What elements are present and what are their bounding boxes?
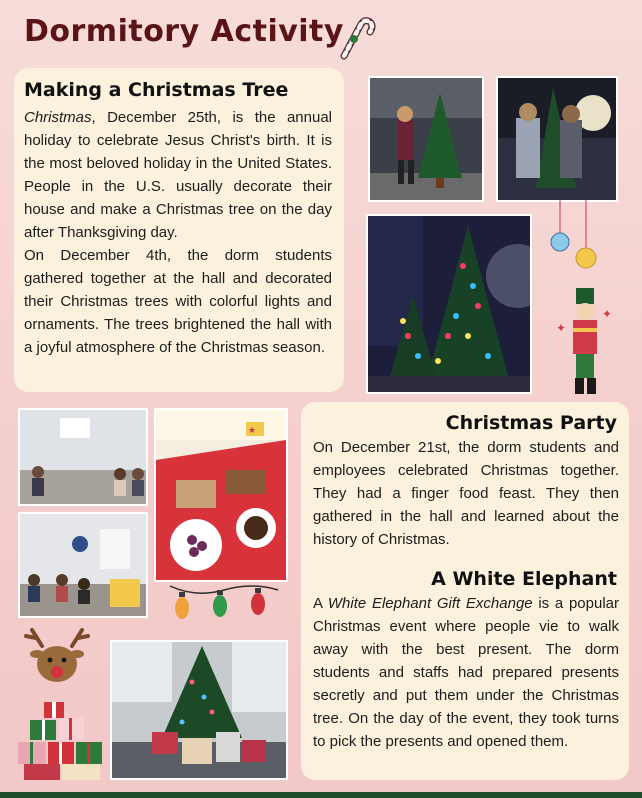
light-bulbs-icon [166, 580, 282, 633]
photo-presents-under-tree [110, 640, 288, 780]
tree-heading: Making a Christmas Tree [24, 79, 289, 101]
tree-paragraph-1 [24, 106, 332, 244]
bottom-bar [0, 792, 642, 798]
photo-party-hall-1 [18, 408, 148, 506]
photo-decorating-tree-2 [496, 76, 618, 202]
elephant-post: is a popular Christmas event where people vie to walk away with the best present. The dorm students and staffs had prepared presents secretly and put them under the Christmas tree. On the day of the event, they took turns to pick the presents and opened them. [313, 595, 619, 750]
party-paragraph: On December 21st, the dorm students and employees celebrated Christmas together. They had a finger food feast. They then gathered in the hall and learned about the history of Christmas. [313, 439, 619, 548]
elephant-pre: A [313, 595, 328, 612]
svg-text:✦: ✦ [602, 307, 613, 321]
photo-finger-food [154, 408, 288, 582]
elephant-em: White Elephant Gift Exchange [327, 595, 533, 612]
photo-lit-trees [366, 214, 532, 394]
christmas-em: Christmas [24, 109, 92, 126]
nutcracker-icon [554, 288, 616, 401]
party-section-card [301, 402, 629, 780]
gift-stack-icon [16, 694, 106, 787]
tree-paragraph-2: On December 4th, the dorm students gathered together at the hall and decorated their Christmas trees with colorful lights and ornaments. The trees brightened the hall with a joyful atmosphere of the Christmas season. [24, 247, 332, 356]
elephant-paragraph [313, 592, 619, 753]
svg-text:✦: ✦ [556, 321, 567, 335]
candy-cane-icon [334, 12, 378, 65]
page-title: Dormitory Activity [24, 14, 344, 49]
reindeer-icon [20, 626, 94, 697]
photo-decorating-tree-1 [368, 76, 484, 202]
party-heading: Christmas Party [445, 412, 617, 434]
photo-party-hall-2 [18, 512, 148, 618]
elephant-heading: A White Elephant [431, 568, 617, 590]
svg-text:★: ★ [248, 426, 257, 436]
tree-section-card [14, 68, 344, 392]
ornament-icon [548, 200, 598, 277]
tree-paragraph-1-text: , December 25th, is the annual holiday to celebrate Jesus Christ's birth. It is the most beloved holiday in the United States. People in the U.S. usually decorate their house and make a Christmas tree on the day after Thanksgiving day. [24, 109, 332, 241]
